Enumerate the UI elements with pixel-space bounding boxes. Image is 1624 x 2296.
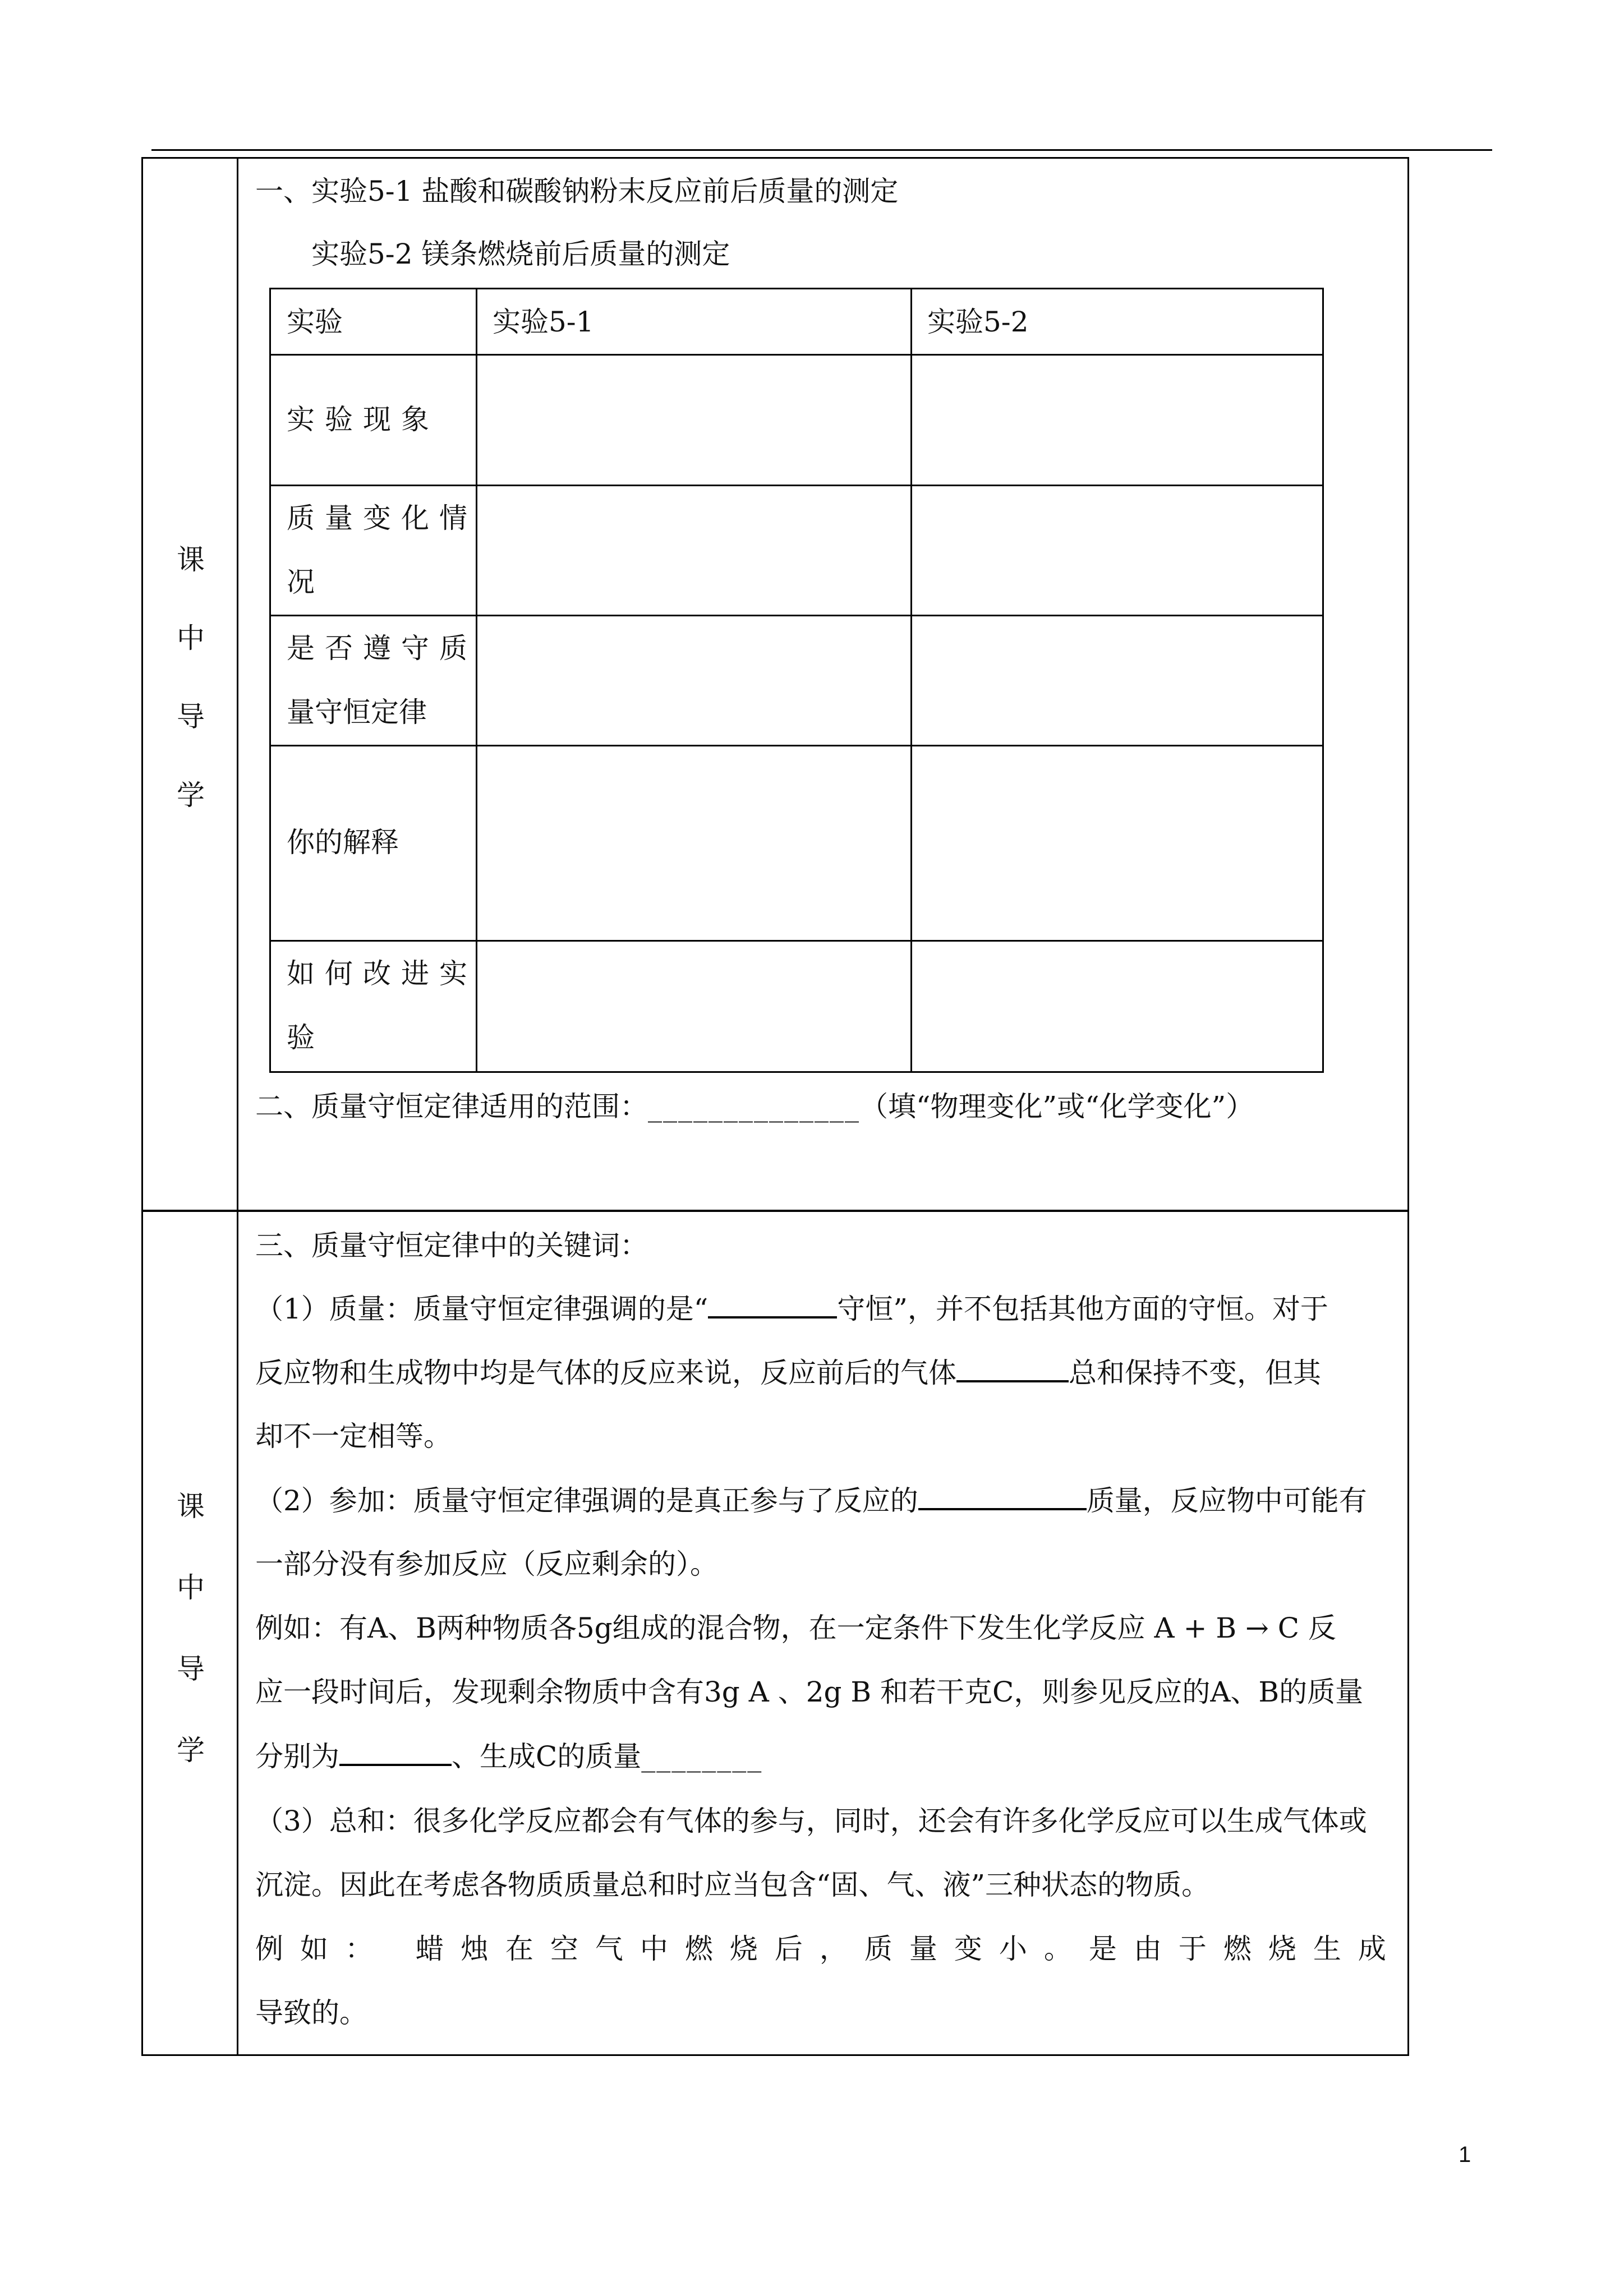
paragraph-participate-cont: 一部分没有参加反应（反应剩余的）。: [255, 1548, 718, 1580]
paragraph-text: 分别为: [255, 1740, 339, 1773]
experiment-heading-2: 实验5-2 镁条燃烧前后质量的测定: [311, 238, 730, 270]
example-line: [255, 1739, 762, 1773]
answer-blank[interactable]: [708, 1292, 837, 1318]
answer-blank[interactable]: ______________: [648, 1090, 860, 1123]
lesson-box-2: [141, 1210, 1409, 2056]
answer-blank[interactable]: [339, 1739, 452, 1766]
header-rule: [151, 149, 1492, 151]
table-header-cell: 实验: [287, 306, 343, 338]
side-label-char: 导: [177, 1653, 205, 1685]
scope-question: [255, 1090, 1254, 1123]
side-label-char: 中: [177, 622, 205, 654]
scope-question-prefix: 二、质量守恒定律适用的范围：: [255, 1090, 648, 1123]
table-row-label: 况: [287, 566, 315, 598]
table-header-cell: 实验5-2: [927, 306, 1029, 338]
lesson-box-1: [141, 157, 1409, 1211]
page-number: 1: [1459, 2142, 1471, 2167]
paragraph-participate: [255, 1483, 1367, 1518]
answer-blank[interactable]: [918, 1483, 1087, 1510]
side-label-char: 课: [177, 543, 205, 576]
paragraph-text: （2）参加：质量守恒定律强调的是真正参与了反应的: [255, 1484, 918, 1517]
side-column-1: [143, 159, 238, 1210]
paragraph-text: 质量，反应物中可能有: [1086, 1484, 1367, 1517]
example-candle-end: 导致的。: [255, 1997, 367, 2029]
paragraph-text: （1）质量：质量守恒定律强调的是“: [255, 1293, 709, 1325]
table-row-label: 实验现象: [287, 403, 439, 436]
table-row-label: 如何改进实: [287, 957, 477, 990]
side-column-2: [143, 1212, 238, 2054]
paragraph-text: 守恒”，并不包括其他方面的守恒。对于: [837, 1293, 1328, 1325]
table-row-label: 验: [287, 1021, 315, 1054]
answer-blank[interactable]: [956, 1356, 1069, 1382]
example-line: 应一段时间后，发现剩余物质中含有3g A 、2g B 和若干克C，则参见反应的A、B的质量: [255, 1676, 1364, 1708]
table-header-cell: 实验5-1: [493, 306, 594, 338]
paragraph-mass-cont: [255, 1356, 1321, 1390]
table-row-label: 是否遵守质: [287, 632, 477, 665]
scope-question-suffix: （填“物理变化”或“化学变化”）: [860, 1090, 1254, 1123]
side-label-char: 学: [177, 1734, 205, 1767]
side-label-char: 课: [177, 1490, 205, 1523]
table-row-label: 质量变化情: [287, 502, 477, 534]
paragraph-text: 总和保持不变，但其: [1069, 1357, 1321, 1389]
paragraph-total-cont: 沉淀。因此在考虑各物质质量总和时应当包含“固、气、液”三种状态的物质。: [255, 1869, 1210, 1901]
experiment-table: [269, 288, 1324, 1073]
answer-blank[interactable]: ________: [641, 1740, 763, 1773]
experiment-heading-1: 一、实验5-1 盐酸和碳酸钠粉末反应前后质量的测定: [255, 175, 899, 208]
paragraph-text: 反应物和生成物中均是气体的反应来说，反应前后的气体: [255, 1357, 956, 1389]
example-candle: 例如： 蜡烛在空气中燃烧后，质量变小。是由于燃烧生成: [255, 1933, 1403, 1965]
table-row-label: 量守恒定律: [287, 696, 427, 729]
keywords-heading: 三、质量守恒定律中的关键词：: [255, 1229, 648, 1262]
side-label-char: 中: [177, 1571, 205, 1604]
paragraph-mass-end: 却不一定相等。: [255, 1420, 452, 1453]
side-label-char: 学: [177, 779, 205, 812]
paragraph-text: 、生成C的质量: [452, 1740, 642, 1773]
example-line: 例如：有A、B两种物质各5g组成的混合物，在一定条件下发生化学反应 A + B → C 反: [255, 1612, 1336, 1644]
side-label-char: 导: [177, 700, 205, 733]
table-row-label: 你的解释: [287, 826, 399, 859]
paragraph-total: （3）总和：很多化学反应都会有气体的参与，同时，还会有许多化学反应可以生成气体或: [255, 1805, 1367, 1837]
paragraph-mass: [255, 1292, 1328, 1326]
